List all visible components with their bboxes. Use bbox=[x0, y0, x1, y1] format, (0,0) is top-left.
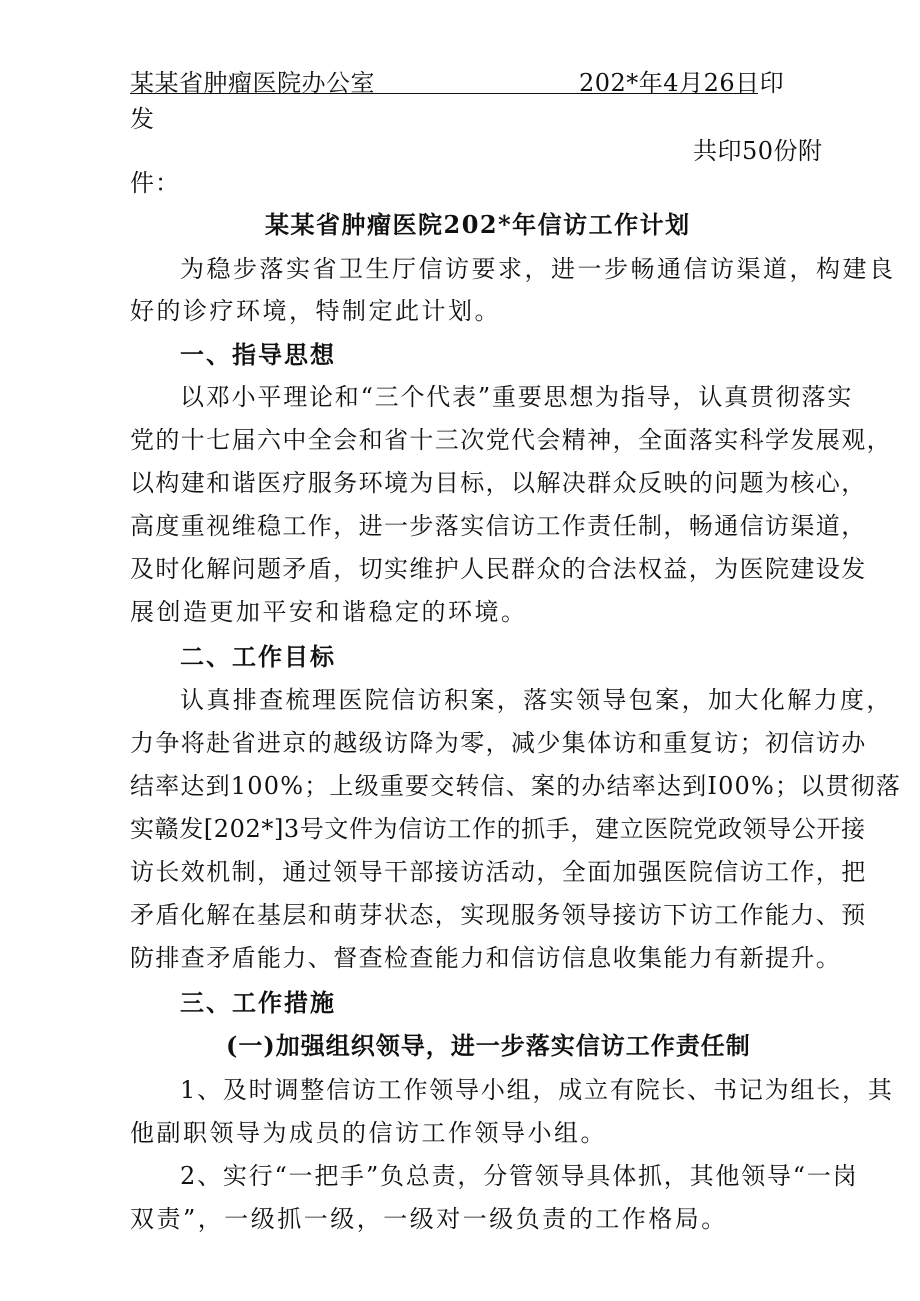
section-1-line: 以构建和谐医疗服务环境为目标，以解决群众反映的问题为核心， bbox=[130, 469, 867, 497]
issue-date-text: 202*年4月26日印 bbox=[579, 69, 785, 97]
section-2-line: 认真排查梳理医院信访积案，落实领导包案，加大化解力度， bbox=[180, 686, 893, 714]
section-2-line: 防排查矛盾能力、督查检查能力和信访信息收集能力有新提升。 bbox=[130, 944, 842, 972]
issuer-text: 某某省肿瘤医院办公室 bbox=[130, 69, 375, 97]
section-1-line: 及时化解问题矛盾，切实维护人民群众的合法权益，为医院建设发 bbox=[130, 555, 867, 583]
copies-text: 共印50份附 bbox=[693, 137, 823, 165]
section-2-line: 力争将赴省进京的越级访降为零，减少集体访和重复访；初信访办 bbox=[130, 729, 867, 757]
attachment-label: 件： bbox=[130, 169, 180, 197]
item-1-line-1: 1、及时调整信访工作领导小组，成立有院长、书记为组长，其 bbox=[180, 1076, 894, 1104]
item-2-line-1: 2、实行“一把手”负总责，分管领导具体抓，其他领导“一岗 bbox=[180, 1162, 859, 1190]
item-2-line-2: 双责”，一级抓一级，一级对一级负责的工作格局。 bbox=[130, 1205, 728, 1233]
section-2-line: 矛盾化解在基层和萌芽状态，实现服务领导接访下访工作能力、预 bbox=[130, 901, 867, 929]
section-2-heading: 二、工作目标 bbox=[180, 642, 336, 671]
intro-line-2: 好的诊疗环境，特制定此计划。 bbox=[130, 297, 501, 325]
subsection-1-heading: (一)加强组织领导，进一步落实信访工作责任制 bbox=[226, 1031, 751, 1060]
section-2-line: 访长效机制，通过领导干部接访活动，全面加强医院信访工作，把 bbox=[130, 858, 867, 886]
section-1-heading: 一、指导思想 bbox=[180, 340, 336, 369]
section-1-line: 高度重视维稳工作，进一步落实信访工作责任制，畅通信访渠道， bbox=[130, 512, 867, 540]
section-1-line: 展创造更加平安和谐稳定的环境。 bbox=[130, 598, 528, 626]
section-1-line: 以邓小平理论和“三个代表”重要思想为指导，认真贯彻落实 bbox=[180, 383, 854, 411]
header-rule bbox=[130, 93, 758, 94]
issue-date-continuation: 发 bbox=[130, 105, 155, 133]
section-1-line: 党的十七届六中全会和省十三次党代会精神，全面落实科学发展观， bbox=[130, 426, 892, 454]
document-title: 某某省肿瘤医院202*年信访工作计划 bbox=[265, 210, 691, 239]
section-2-line: 结率达到100%；上级重要交转信、案的办结率达到I00%；以贯彻落 bbox=[130, 772, 902, 800]
section-2-line: 实赣发[202*]3号文件为信访工作的抓手，建立医院党政领导公开接 bbox=[130, 815, 866, 843]
item-1-line-2: 他副职领导为成员的信访工作领导小组。 bbox=[130, 1119, 607, 1147]
intro-line-1: 为稳步落实省卫生厅信访要求，进一步畅通信访渠道，构建良 bbox=[180, 255, 896, 283]
section-3-heading: 三、工作措施 bbox=[180, 988, 336, 1017]
